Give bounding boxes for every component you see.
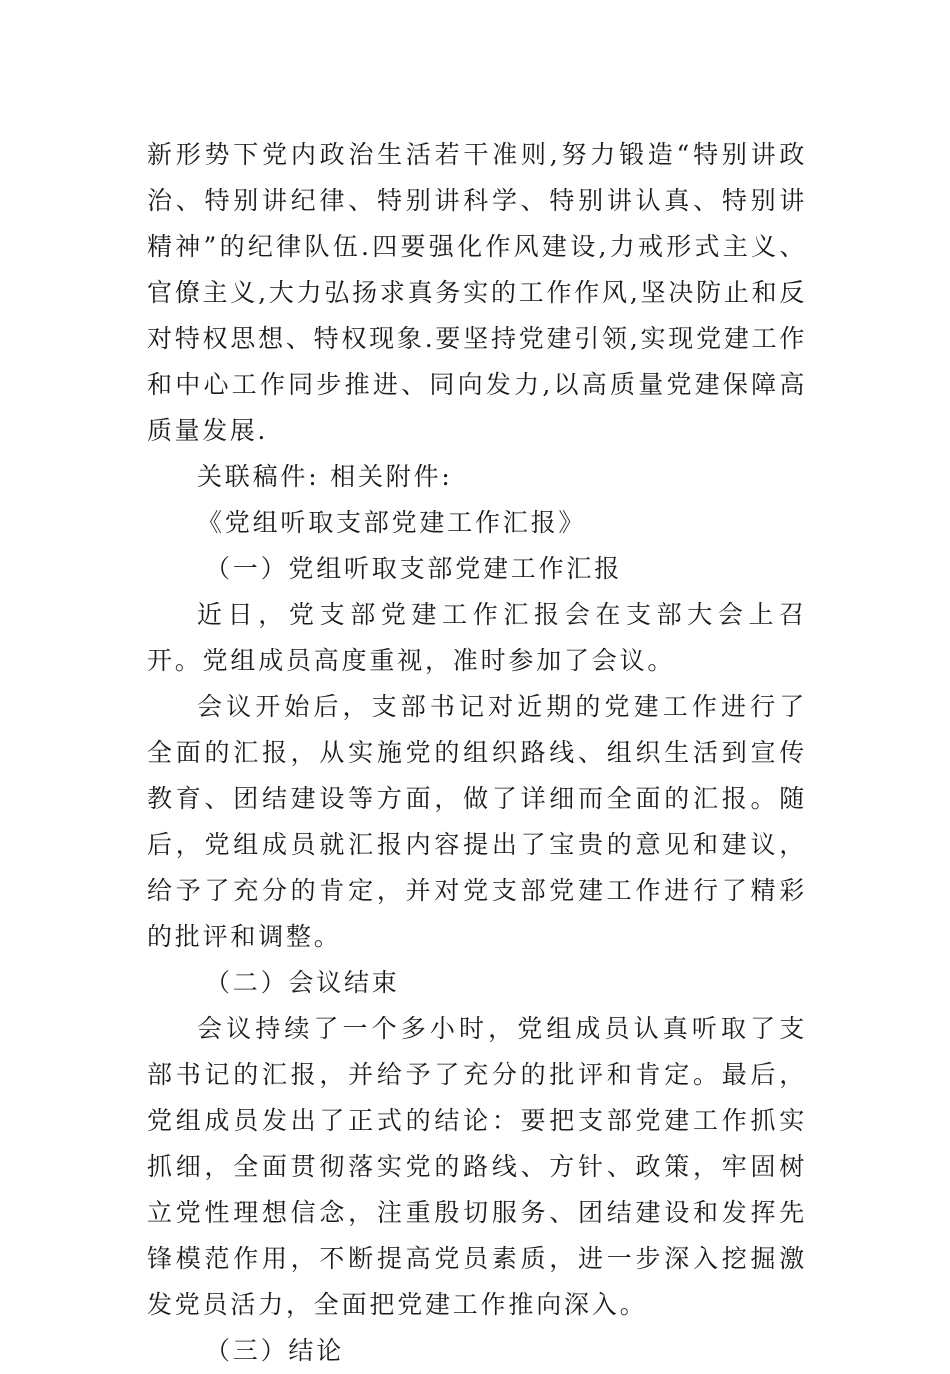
section-heading-2: （二）会议结束 <box>205 968 400 997</box>
section-heading-3: （三）结论 <box>205 1336 345 1365</box>
section-heading-1: （一）党组听取支部党建工作汇报 <box>205 554 623 583</box>
document-body <box>147 132 807 1374</box>
paragraph-meeting-opening: 近日，党支部党建工作汇报会在支部大会上召开。党组成员高度重视，准时参加了会议。 <box>147 600 807 675</box>
related-attachments-line: 关联稿件: 相关附件: <box>197 462 453 491</box>
paragraph-meeting-conclusion: 会议持续了一个多小时，党组成员认真听取了支部书记的汇报，并给予了充分的批评和肯定。最后，党组成员发出了正式的结论：要把支部党建工作抓实抓细，全面贯彻落实党的路线、方针、政策，牢固树立党性理想信念，注重殷切服务、团结建设和发挥先锋模范作用，不断提高党员素质，进一步深入挖掘激发党员活力，全面把党建工作推向深入。 <box>147 1014 807 1319</box>
paragraph-party-building-requirements: 新形势下党内政治生活若干准则,努力锻造“特别讲政治、特别讲纪律、特别讲科学、特别讲认真、特别讲精神”的纪律队伍.四要强化作风建设,力戒形式主义、官僚主义,大力弘扬求真务实的工作作风,坚决防止和反对特权思想、特权现象.要坚持党建引领,实现党建工作和中心工作同步推进、同向发力,以高质量党建保障高质量发展. <box>147 140 807 445</box>
attachment-title: 《党组听取支部党建工作汇报》 <box>197 508 587 537</box>
paragraph-meeting-report: 会议开始后，支部书记对近期的党建工作进行了全面的汇报，从实施党的组织路线、组织生活到宣传教育、团结建设等方面，做了详细而全面的汇报。随后，党组成员就汇报内容提出了宝贵的意见和建议，给予了充分的肯定，并对党支部党建工作进行了精彩的批评和调整。 <box>147 692 807 951</box>
